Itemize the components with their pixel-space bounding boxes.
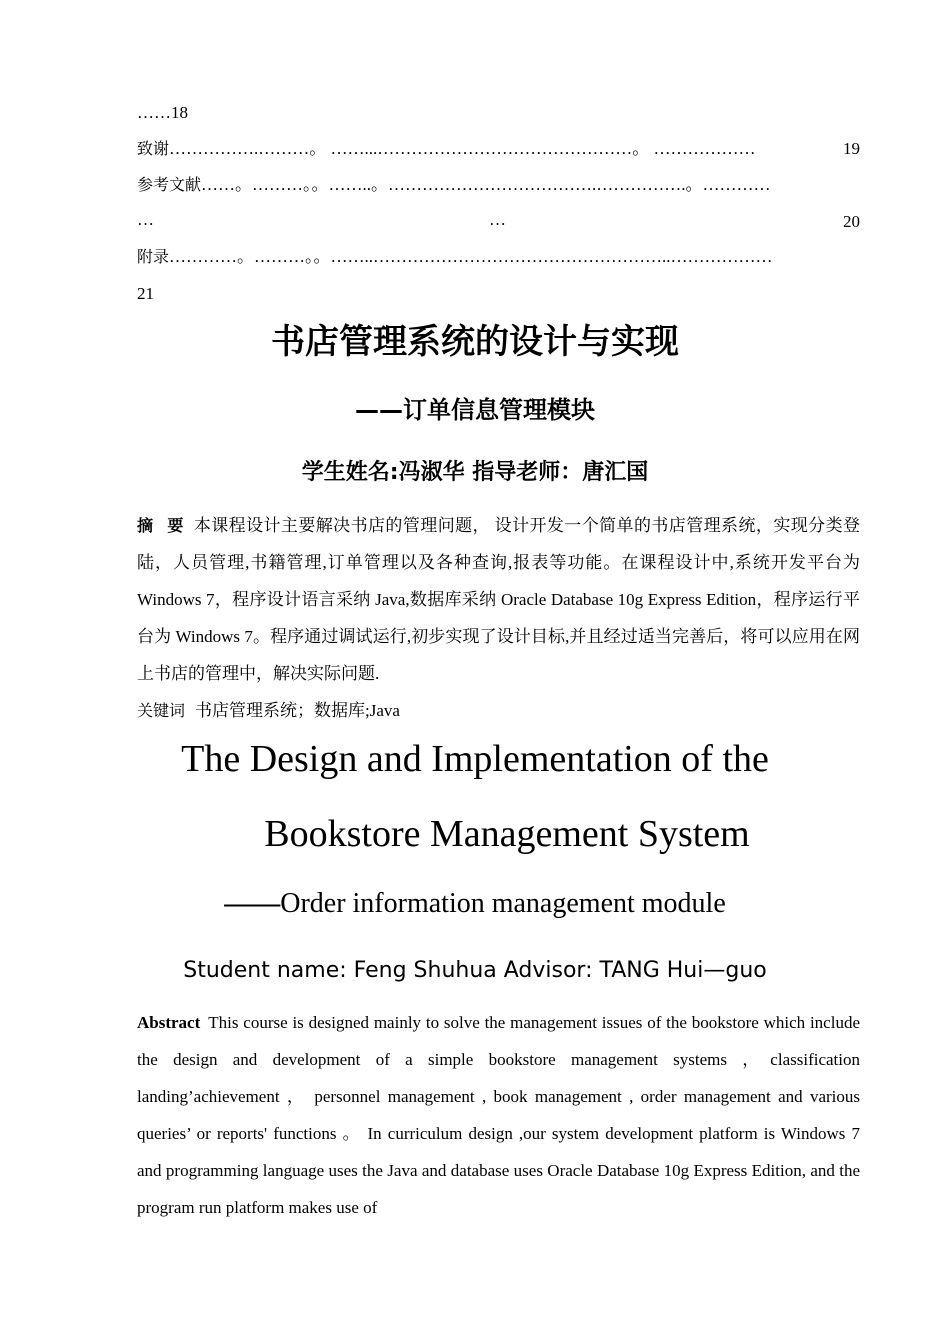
abstract-cn (137, 507, 860, 692)
page-title-en-line1: The Design and Implementation of the (181, 738, 769, 780)
toc-ref-page: 20 (843, 212, 860, 231)
page-subtitle-cn: ——订单信息管理模块 (355, 396, 595, 424)
toc-app-label: 附录 (137, 247, 170, 266)
toc-entry-appendix-page (137, 282, 860, 306)
toc-ref-leader-2b: … (489, 210, 506, 229)
student-advisor-en: Student name: Feng Shuhua Advisor: TANG Hui—guo (183, 958, 767, 983)
abstract-cn-text: 本课程设计主要解决书店的管理问题， 设计开发一个简单的书店管理系统，实现分类登陆，人员管理,书籍管理,订单管理以及各种查询,报表等功能。在课程设计中,系统开发平台为 Windows 7，程序设计语言采纳 Java,数据库采纳 Oracle Database 10g Express Edition，程序运行平台为 Windows 7。程序通过调试运行,初步实现了设计目标,并且经过适当完善后，将可以应用在网上书店的管理中，解决实际问题. (137, 516, 860, 683)
abstract-en-text: This course is designed mainly to solve the management issues of the bookstore which include the design and development of a simple bookstore management systems ，classification landing’achievement ， personnel management , book management , order management and various queries’ or reports' functions 。 In curriculum design ,our system development platform is Windows 7 and programming language uses the Java and database uses Oracle Database 10g Express Edition, and the program run platform makes use of (137, 1013, 860, 1217)
toc-ack-leader: …………….………。 ……...………………………………………。 ……………… (169, 139, 756, 158)
toc-app-page: 21 (137, 284, 154, 303)
subtitle-dash: —— (224, 888, 281, 919)
page-subtitle-en (0, 884, 950, 924)
toc-app-leader: …………。………。。……..……………………………………………..……………… (169, 247, 773, 266)
toc-line-continued (137, 101, 860, 125)
abstract-en (137, 1004, 860, 1226)
toc-entry-references-cont (137, 208, 860, 232)
keywords-cn (137, 692, 860, 729)
keywords-cn-text: 书店管理系统；数据库;Java (195, 701, 400, 720)
student-advisor-cn: 学生姓名:冯淑华 指导老师：唐汇国 (301, 460, 649, 485)
toc-entry-appendix (137, 245, 860, 269)
toc-entry-acknowledgements (137, 137, 860, 161)
page-title-cn: 书店管理系统的设计与实现 (271, 322, 679, 362)
subtitle-en-text: Order information management module (280, 888, 726, 919)
toc-ref-leader-2a: … (137, 210, 154, 229)
toc-ack-page: 19 (843, 139, 860, 158)
toc-entry-references (137, 173, 860, 197)
toc-ack-label: 致谢 (137, 139, 170, 158)
page-title-en-line2: Bookstore Management System (264, 813, 750, 855)
abstract-cn-label: 摘 要 (137, 516, 188, 535)
abstract-en-label: Abstract (137, 1013, 201, 1032)
toc-ref-leader: ……。………。。……..。……………………………….…………….。………… (201, 175, 771, 194)
toc-continued-text: ……18 (137, 103, 188, 122)
toc-ref-label: 参考文献 (137, 175, 202, 194)
keywords-cn-label: 关键词 (137, 701, 186, 720)
